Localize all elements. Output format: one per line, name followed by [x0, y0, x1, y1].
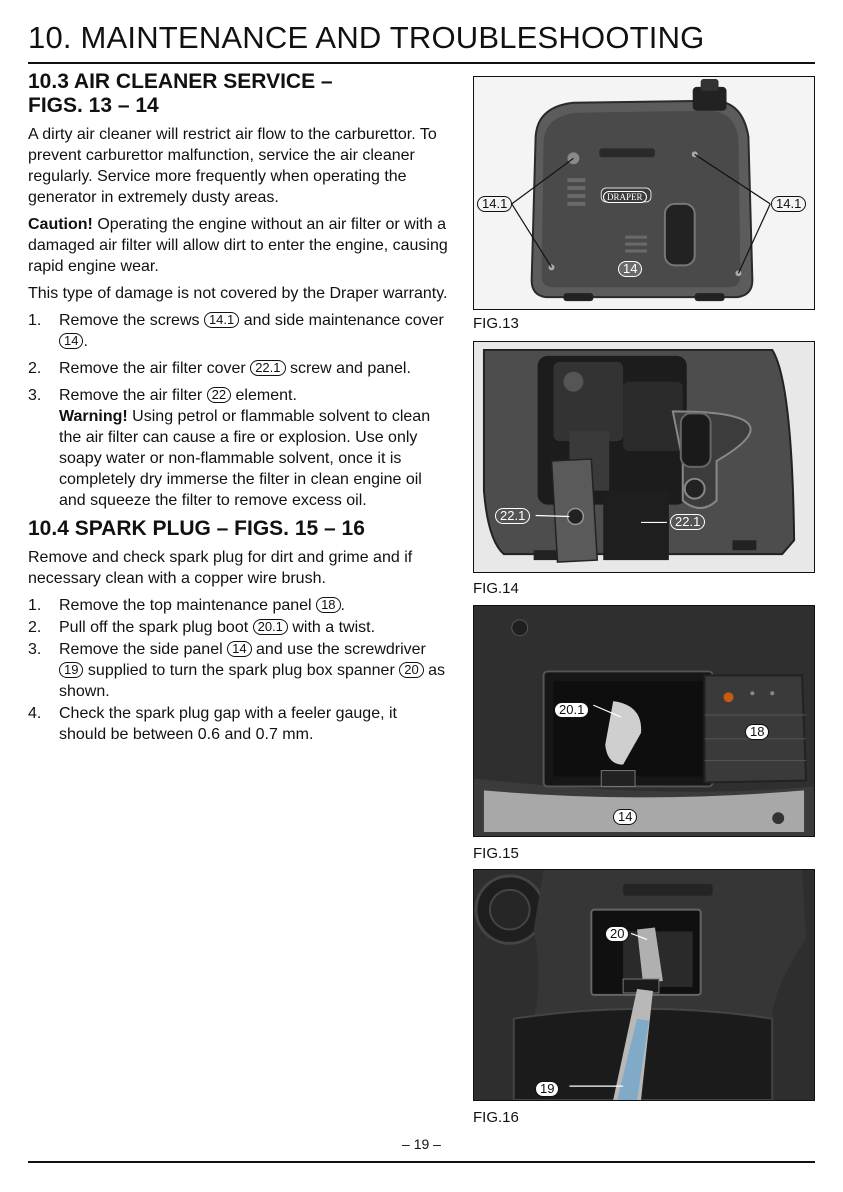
- list-item: 2. Remove the air filter cover 22.1 screw and panel.: [28, 360, 411, 377]
- list-item: 3. Remove the side panel 14 and use the screwdriver 19 supplied to turn the spark plug box spanner 20 as shown.: [28, 641, 446, 700]
- callout-badge: 22.1: [495, 508, 530, 524]
- callout-badge: 14.1: [477, 196, 512, 212]
- warning-label: Warning!: [59, 408, 128, 425]
- list-item: 3. Remove the air filter 22 element. Warning! Using petrol or flammable solvent to clean the air filter can cause a fire or explosion. Use only soapy water or non-flammable solvent, once it is completely dry immerse the filter in clean engine oil and squeeze the filter to remove excess oil.: [28, 387, 431, 509]
- callout-badge: 22.1: [250, 360, 285, 376]
- warning-text: Using petrol or flammable solvent to clean the air filter can cause a fire or explosion. Use only soapy water or non-flammable solvent, once it is completely dry immerse the filter in clean engine oil and squeeze the filter to remove excess oil.: [59, 408, 431, 509]
- caution-label: Caution!: [28, 216, 93, 233]
- section-heading-spark-plug: 10.4 SPARK PLUG – FIGS. 15 – 16: [28, 517, 365, 540]
- callout-badge: 14.1: [771, 196, 806, 212]
- air-cleaner-steps: [28, 310, 448, 511]
- figure-15-caption: FIG.15: [473, 845, 519, 862]
- list-item: 1. Remove the screws 14.1 and side maintenance cover 14 .: [28, 312, 444, 350]
- callout-badge: 14: [227, 641, 251, 657]
- callout-badge: 20.1: [253, 619, 288, 635]
- heading-line-2: FIGS. 13 – 14: [28, 94, 159, 117]
- list-item: 1. Remove the top maintenance panel 18 .: [28, 597, 345, 614]
- callout-badge: 19: [535, 1081, 559, 1097]
- air-cleaner-intro: A dirty air cleaner will restrict air flow to the carburettor. To prevent carburettor malfunction, service the air cleaner regularly. Service more frequently when operating the generator in extremely dusty areas.: [28, 126, 437, 206]
- draper-logo: DRAPER: [603, 191, 647, 203]
- page-title: 10. MAINTENANCE AND TROUBLESHOOTING: [28, 20, 705, 55]
- callout-badge: 18: [316, 597, 340, 613]
- figure-15-image: [473, 605, 815, 837]
- page-number: – 19 –: [402, 1136, 441, 1152]
- title-divider: [28, 62, 815, 64]
- figure-14-image: [473, 341, 815, 573]
- callout-badge: 14: [613, 809, 637, 825]
- callout-badge: 20.1: [554, 702, 589, 718]
- callout-badge: 19: [59, 662, 83, 678]
- caution-text: Operating the engine without an air filter or with a damaged air filter will allow dirt to enter the engine, causing rapid engine wear.: [28, 216, 448, 275]
- list-item: 4. Check the spark plug gap with a feeler gauge, it should be between 0.6 and 0.7 mm.: [28, 705, 397, 743]
- list-item: 2. Pull off the spark plug boot 20.1 with a twist.: [28, 619, 376, 636]
- callout-badge: 18: [745, 724, 769, 740]
- callout-badge: 22.1: [670, 514, 705, 530]
- footer-divider: [28, 1161, 815, 1163]
- callout-badge: 14.1: [204, 312, 239, 328]
- callout-badge: 14: [618, 261, 642, 277]
- heading-line-1: 10.3 AIR CLEANER SERVICE –: [28, 70, 333, 93]
- spark-plug-intro: Remove and check spark plug for dirt and grime and if necessary clean with a copper wire brush.: [28, 549, 413, 587]
- callout-badge: 22: [207, 387, 231, 403]
- callout-badge: 14: [59, 333, 83, 349]
- figure-14-caption: FIG.14: [473, 580, 519, 597]
- section-heading-air-cleaner: [28, 70, 448, 118]
- figure-16-image: [473, 869, 815, 1101]
- callout-badge: 20: [605, 926, 629, 942]
- spark-plug-steps: [28, 595, 448, 745]
- text-column: [28, 70, 448, 746]
- figure-16-caption: FIG.16: [473, 1109, 519, 1126]
- figure-13-caption: FIG.13: [473, 315, 519, 332]
- callout-badge: 20: [399, 662, 423, 678]
- warranty-note: This type of damage is not covered by the Draper warranty.: [28, 285, 448, 302]
- caution-paragraph: [28, 214, 448, 277]
